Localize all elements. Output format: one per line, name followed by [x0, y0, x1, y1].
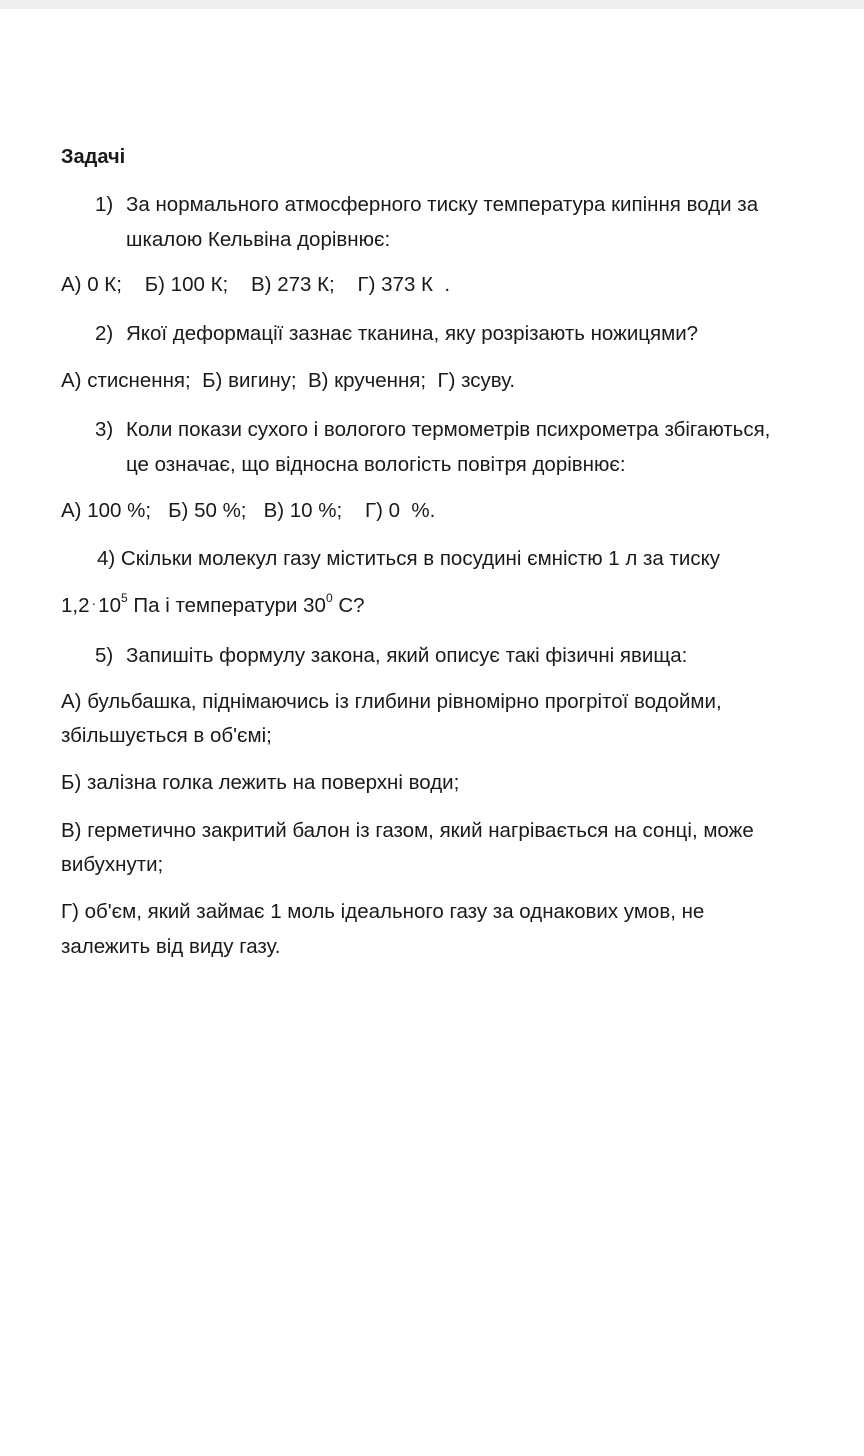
- question-1: [95, 193, 758, 217]
- question-4-middle-text: Па і температури 30: [127, 594, 326, 617]
- question-1-text-line2: шкалою Кельвіна дорівнює:: [126, 228, 391, 251]
- question-3: [95, 418, 770, 442]
- question-2-text-line1: Якої деформації зазнає тканина, яку розрізають ножицями?: [126, 322, 699, 345]
- question-5: [95, 644, 687, 668]
- pressure-exponent: 5: [120, 591, 128, 606]
- question-2: [95, 322, 698, 346]
- question-5-item-c-line1: В) герметично закритий балон із газом, який нагрівається на сонці, може: [61, 819, 754, 842]
- question-4-end-text: С?: [332, 594, 365, 617]
- question-2-number: 2): [95, 322, 114, 345]
- question-5-item-a-line1: А) бульбашка, піднімаючись із глибини рівномірно прогрітої водойми,: [61, 690, 722, 713]
- question-2-answers: А) стиснення; Б) вигину; В) кручення; Г) зсуву.: [61, 369, 516, 392]
- question-1-text-line1: За нормального атмосферного тиску температура кипіння води за: [126, 193, 759, 216]
- page-title: Задачі: [61, 146, 126, 168]
- question-5-item-c-line2: вибухнути;: [61, 853, 164, 876]
- question-1-answers: А) 0 К; Б) 100 К; В) 273 К; Г) 373 К .: [61, 273, 451, 296]
- question-3-text-line2: це означає, що відносна вологість повітря дорівнює:: [126, 453, 626, 476]
- pressure-mantissa: 1,2: [61, 594, 90, 617]
- degree-superscript: 0: [325, 591, 333, 606]
- question-3-text-line1: Коли покази сухого і вологого термометрів психрометра збігаються,: [126, 418, 771, 441]
- question-5-item-d-line2: залежить від виду газу.: [61, 935, 281, 958]
- question-5-text-line1: Запишіть формулу закона, який описує такі фізичні явища:: [126, 644, 688, 667]
- question-5-item-a-line2: збільшується в об'ємі;: [61, 724, 272, 747]
- question-3-answers: А) 100 %; Б) 50 %; В) 10 %; Г) 0 %.: [61, 499, 436, 522]
- question-4-text-line2: [61, 591, 365, 619]
- question-3-number: 3): [95, 418, 114, 441]
- question-4-text-line1: 4) Скільки молекул газу міститься в посудині ємністю 1 л за тиску: [97, 547, 721, 570]
- question-1-number: 1): [95, 193, 114, 216]
- question-5-item-d-line1: Г) об'єм, який займає 1 моль ідеального газу за однакових умов, не: [61, 900, 705, 923]
- question-5-item-b: Б) залізна голка лежить на поверхні води;: [61, 771, 460, 794]
- pressure-base: 10: [98, 594, 121, 617]
- question-5-number: 5): [95, 644, 114, 667]
- multiply-dot: ·: [91, 595, 97, 611]
